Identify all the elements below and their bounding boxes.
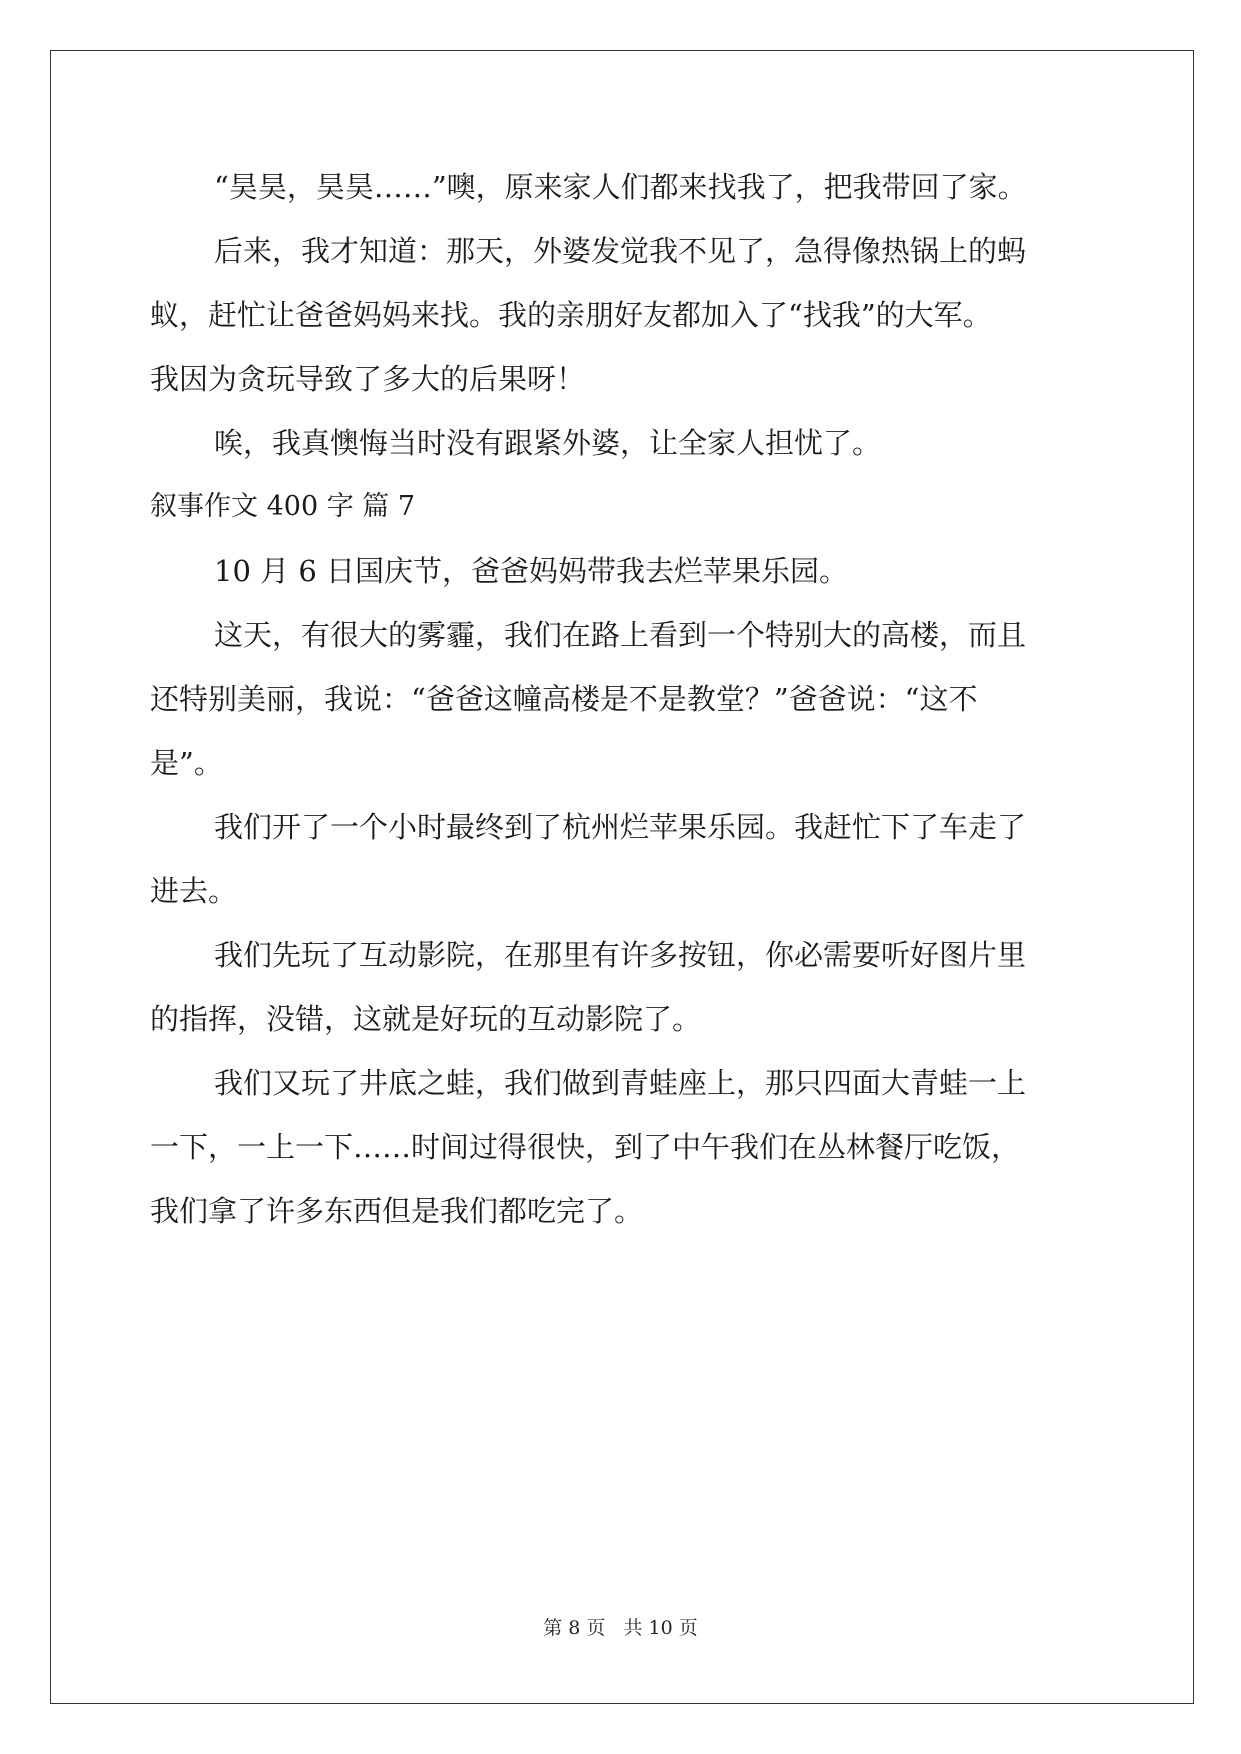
paragraph-line: 10 月 6 日国庆节，爸爸妈妈带我去烂苹果乐园。 — [214, 554, 849, 588]
paragraph-line: 我们又玩了井底之蛙，我们做到青蛙座上，那只四面大青蛙一上 — [214, 1066, 1027, 1100]
document-body — [150, 155, 1095, 1243]
paragraph-line: 唉，我真懊悔当时没有跟紧外婆，让全家人担忧了。 — [214, 426, 882, 460]
paragraph-line: “昊昊，昊昊……”噢，原来家人们都来找我了，把我带回了家。 — [214, 170, 1027, 204]
page-footer — [0, 1616, 1241, 1640]
page-total: 共 10 页 — [623, 1617, 698, 1639]
paragraph-line: 是”。 — [150, 746, 223, 780]
page-number: 第 8 页 — [543, 1617, 606, 1639]
paragraph-line: 进去。 — [150, 874, 238, 908]
paragraph-line: 蚁，赶忙让爸爸妈妈来找。我的亲朋好友都加入了“找我”的大军。 — [150, 298, 992, 332]
paragraph-line: 这天，有很大的雾霾，我们在路上看到一个特别大的高楼，而且 — [214, 618, 1027, 652]
paragraph-line: 我因为贪玩导致了多大的后果呀！ — [150, 362, 586, 396]
paragraph-line: 还特别美丽，我说：“爸爸这幢高楼是不是教堂？”爸爸说：“这不 — [150, 682, 978, 716]
paragraph-line: 我们开了一个小时最终到了杭州烂苹果乐园。我赶忙下了车走了 — [214, 810, 1027, 844]
paragraph-line: 我们先玩了互动影院，在那里有许多按钮，你必需要听好图片里 — [214, 938, 1027, 972]
paragraph-line: 一下，一上一下……时间过得很快，到了中午我们在丛林餐厅吃饭， — [150, 1130, 1021, 1164]
paragraph-line: 我们拿了许多东西但是我们都吃完了。 — [150, 1194, 644, 1228]
section-heading: 叙事作文 400 字 篇 7 — [150, 491, 416, 522]
paragraph-line: 的指挥，没错，这就是好玩的互动影院了。 — [150, 1002, 702, 1036]
paragraph-line: 后来，我才知道：那天，外婆发觉我不见了，急得像热锅上的蚂 — [214, 234, 1027, 268]
